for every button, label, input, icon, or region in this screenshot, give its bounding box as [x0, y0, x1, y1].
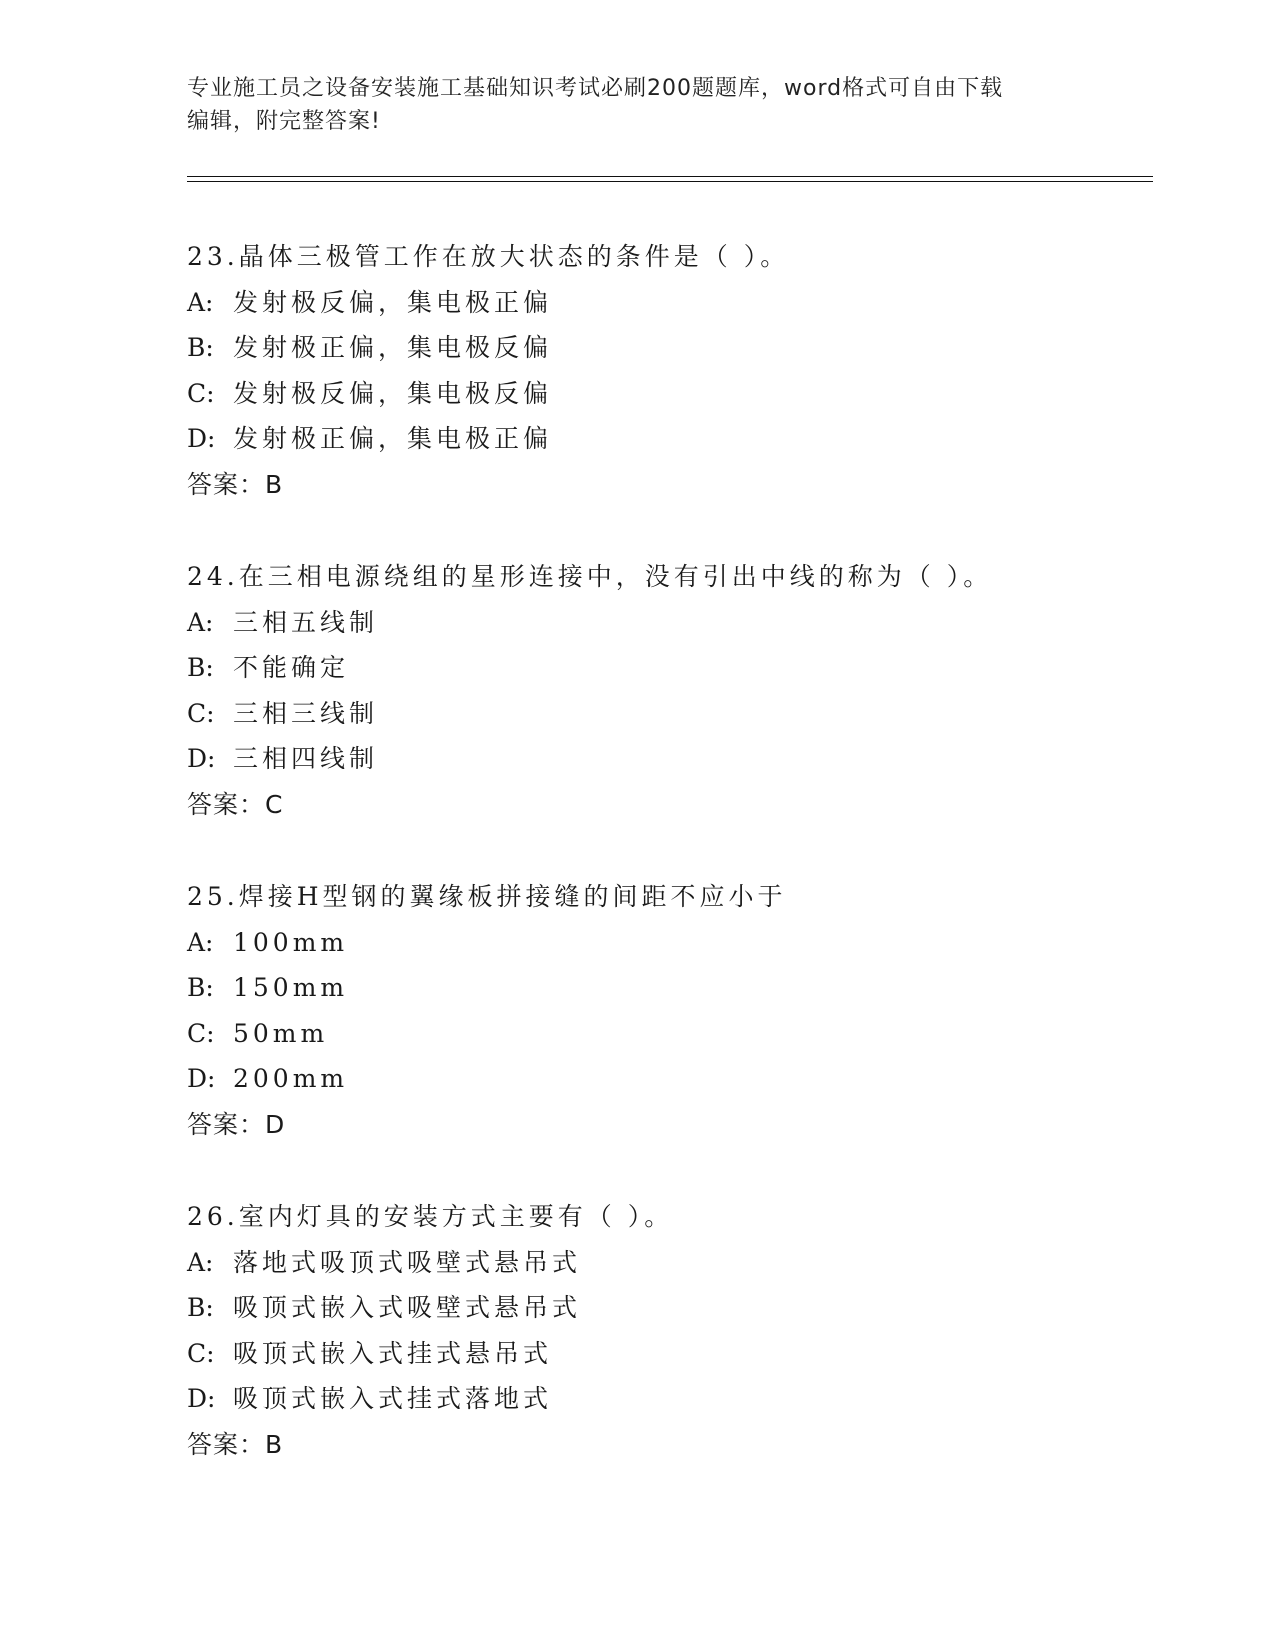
question-23: [187, 234, 1147, 554]
option-letter: B:: [187, 333, 214, 362]
option-a: [187, 1240, 1147, 1286]
option-text: 150mm: [233, 973, 349, 1002]
option-text: 三相五线制: [233, 607, 379, 637]
option-d: [187, 416, 1147, 462]
option-a: [187, 280, 1147, 326]
option-text: 发射极正偏，集电极正偏: [233, 424, 553, 453]
option-text: 落地式吸顶式吸壁式悬吊式: [233, 1247, 582, 1277]
option-b: [187, 645, 1147, 691]
question-title: 24.在三相电源绕组的星形连接中，没有引出中线的称为（ ）。: [187, 562, 993, 591]
option-text: 50mm: [233, 1018, 329, 1048]
option-b: [187, 1285, 1147, 1331]
option-d: [187, 736, 1147, 782]
answer-line: 答案：B: [187, 1429, 284, 1459]
option-a: [187, 920, 1147, 966]
option-letter: A:: [187, 927, 214, 957]
header-line-1: 专业施工员之设备安装施工基础知识考试必刷200题题库，word格式可自由下载: [187, 76, 1004, 101]
option-letter: D:: [187, 1064, 216, 1093]
option-letter: C:: [187, 1338, 215, 1368]
option-text: 吸顶式嵌入式挂式悬吊式: [233, 1338, 553, 1368]
option-letter: B:: [187, 653, 214, 682]
option-letter: C:: [187, 698, 215, 728]
question-25: [187, 874, 1147, 1194]
option-b: [187, 325, 1147, 371]
question-title: 23.晶体三极管工作在放大状态的条件是（ ）。: [187, 242, 790, 271]
option-c: [187, 1331, 1147, 1377]
option-letter: A:: [187, 1247, 214, 1277]
option-letter: D:: [187, 744, 216, 773]
question-title: 26.室内灯具的安装方式主要有（ ）。: [187, 1202, 674, 1231]
option-text: 100mm: [233, 927, 349, 957]
option-c: [187, 371, 1147, 417]
option-text: 三相三线制: [233, 698, 379, 728]
option-text: 200mm: [233, 1064, 349, 1093]
option-text: 吸顶式嵌入式挂式落地式: [233, 1384, 553, 1413]
option-a: [187, 600, 1147, 646]
answer-line: 答案：B: [187, 469, 284, 499]
option-letter: B:: [187, 1293, 214, 1322]
option-text: 发射极反偏，集电极正偏: [233, 287, 553, 317]
option-c: [187, 1011, 1147, 1057]
option-text: 发射极正偏，集电极反偏: [233, 333, 553, 362]
option-letter: C:: [187, 378, 215, 408]
option-letter: D:: [187, 424, 216, 453]
question-title: 25.焊接H型钢的翼缘板拼接缝的间距不应小于: [187, 882, 787, 911]
option-letter: D:: [187, 1384, 216, 1413]
option-text: 不能确定: [233, 653, 350, 682]
header-double-rule: [187, 176, 1153, 182]
option-letter: A:: [187, 287, 214, 317]
header-line-2: 编辑，附完整答案!: [187, 109, 381, 134]
option-text: 三相四线制: [233, 744, 379, 773]
question-list: [187, 234, 1147, 1514]
answer-line: 答案：C: [187, 789, 284, 819]
option-letter: C:: [187, 1018, 215, 1048]
question-26: [187, 1194, 1147, 1514]
page-header: [187, 72, 1087, 138]
option-text: 吸顶式嵌入式吸壁式悬吊式: [233, 1293, 582, 1322]
option-letter: A:: [187, 607, 214, 637]
option-letter: B:: [187, 973, 214, 1002]
option-c: [187, 691, 1147, 737]
option-d: [187, 1376, 1147, 1422]
option-d: [187, 1056, 1147, 1102]
option-b: [187, 965, 1147, 1011]
answer-line: 答案：D: [187, 1109, 286, 1139]
option-text: 发射极反偏，集电极反偏: [233, 378, 553, 408]
question-24: [187, 554, 1147, 874]
